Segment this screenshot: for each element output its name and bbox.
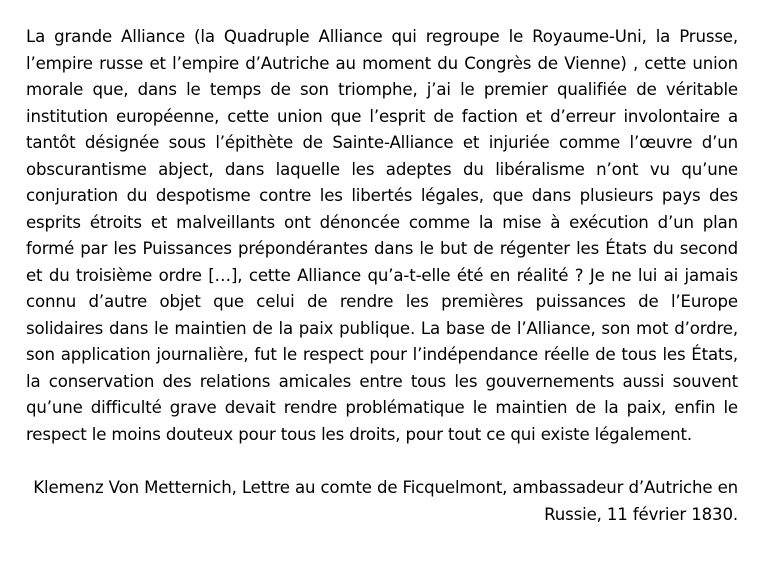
document-page: [26, 24, 738, 528]
quote-paragraph: La grande Alliance (la Quadruple Alliance qui regroupe le Royaume-Uni, la Prusse, l’empire russe et l’empire d’Autriche au moment du Congrès de Vienne) , cette union morale que, dans le temps de son triomphe, j’ai le premier qualifiée de véritable institution européenne, cette union que l’esprit de faction et d’erreur involontaire a tantôt désignée sous l’épithète de Sainte-Alliance et injuriée comme l’œuvre d’un obscurantisme abject, dans laquelle les adeptes du libéralisme n’ont vu qu’une conjuration du despotisme contre les libertés légales, que dans plusieurs pays des esprits étroits et malveillants ont dénoncée comme la mise à exécution d’un plan formé par les Puissances prépondérantes dans le but de régenter les États du second et du troisième ordre […], cette Alliance qu’a-t-elle été en réalité ? Je ne lui ai jamais connu d’autre objet que celui de rendre les premières puissances de l’Europe solidaires dans le maintien de la paix publique. La base de l’Alliance, son mot d’ordre, son application journalière, fut le respect pour l’indépendance réelle de tous les États, la conservation des relations amicales entre tous les gouvernements aussi souvent qu’une difficulté grave devait rendre problématique le maintien de la paix, enfin le respect le moins douteux pour tous les droits, pour tout ce qui existe légalement.: [26, 27, 738, 444]
attribution: Klemenz Von Metternich, Lettre au comte de Ficquelmont, ambassadeur d’Autriche en Russie, 11 février 1830.: [33, 478, 738, 524]
